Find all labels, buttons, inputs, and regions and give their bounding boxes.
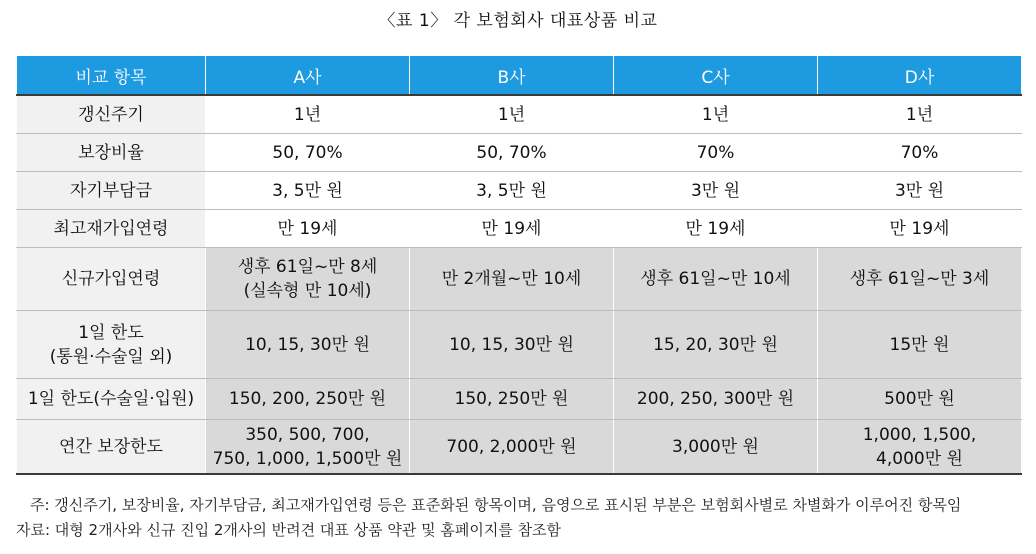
table-cell: 15만 원: [818, 311, 1022, 379]
table-cell: 만 19세: [410, 210, 614, 248]
table-cell: 만 19세: [206, 210, 410, 248]
table-cell: 700, 2,000만 원: [410, 420, 614, 475]
header-company-c: C사: [614, 56, 818, 95]
table-cell: 50, 70%: [206, 134, 410, 172]
table-cell: 1,000, 1,500, 4,000만 원: [818, 420, 1022, 475]
header-row: [17, 56, 1022, 95]
header-company-a: A사: [206, 56, 410, 95]
row-label: 신규가입연령: [17, 248, 206, 311]
header-item: 비교 항목: [17, 56, 206, 95]
row-label: 최고재가입연령: [17, 210, 206, 248]
table-cell: 3만 원: [614, 172, 818, 210]
table-cell: 3,000만 원: [614, 420, 818, 475]
table-title: 〈표 1〉 각 보험회사 대표상품 비교: [378, 11, 658, 31]
table-cell: 70%: [614, 134, 818, 172]
table-row: [17, 172, 1022, 210]
table-row: [17, 134, 1022, 172]
table-cell: 1년: [206, 95, 410, 134]
table-cell: 500만 원: [818, 379, 1022, 420]
header-company-d: D사: [818, 56, 1022, 95]
row-label: 갱신주기: [17, 95, 206, 134]
table-cell: 3, 5만 원: [410, 172, 614, 210]
table-cell: 150, 250만 원: [410, 379, 614, 420]
table-cell: 3, 5만 원: [206, 172, 410, 210]
row-label: 연간 보장한도: [17, 420, 206, 475]
table-cell: 15, 20, 30만 원: [614, 311, 818, 379]
table-cell: 1년: [818, 95, 1022, 134]
table-cell: 150, 200, 250만 원: [206, 379, 410, 420]
table-cell: 10, 15, 30만 원: [206, 311, 410, 379]
table-footnote: 주: 갱신주기, 보장비율, 자기부담금, 최고재가입연령 등은 표준화된 항목이며, 음영으로 표시된 부분은 보험회사별로 차별화가 이루어진 항목임: [30, 496, 962, 514]
row-label: 1일 한도(수술일·입원): [17, 379, 206, 420]
table-row: [17, 95, 1022, 134]
table-cell: 만 19세: [614, 210, 818, 248]
comparison-table: [16, 56, 1022, 475]
table-cell: 3만 원: [818, 172, 1022, 210]
table-cell: 1년: [614, 95, 818, 134]
table-row: [17, 311, 1022, 379]
row-label: 보장비율: [17, 134, 206, 172]
row-label: 1일 한도 (통원·수술일 외): [17, 311, 206, 379]
table-cell: 1년: [410, 95, 614, 134]
row-label: 자기부담금: [17, 172, 206, 210]
table-cell: 생후 61일~만 8세 (실속형 만 10세): [206, 248, 410, 311]
header-company-b: B사: [410, 56, 614, 95]
table-cell: 10, 15, 30만 원: [410, 311, 614, 379]
table-cell: 생후 61일~만 10세: [614, 248, 818, 311]
table-cell: 50, 70%: [410, 134, 614, 172]
table-cell: 만 2개월~만 10세: [410, 248, 614, 311]
table-cell: 350, 500, 700, 750, 1,000, 1,500만 원: [206, 420, 410, 475]
table-row: [17, 248, 1022, 311]
table-cell: 만 19세: [818, 210, 1022, 248]
table-row: [17, 210, 1022, 248]
table-row: [17, 420, 1022, 475]
table-row: [17, 379, 1022, 420]
table-source: 자료: 대형 2개사와 신규 진입 2개사의 반려견 대표 상품 약관 및 홈페이지를 참조함: [16, 521, 562, 539]
table-cell: 생후 61일~만 3세: [818, 248, 1022, 311]
table-cell: 200, 250, 300만 원: [614, 379, 818, 420]
table-cell: 70%: [818, 134, 1022, 172]
